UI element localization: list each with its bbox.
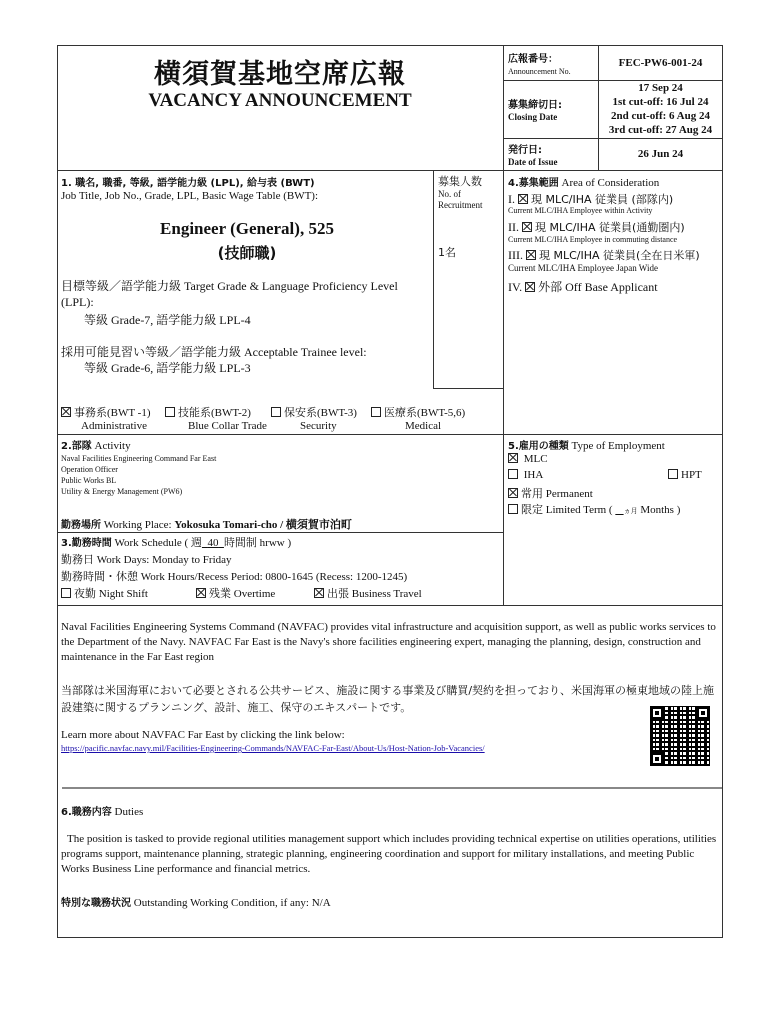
- aoc-item-2-en: Current MLC/IHA Employee in commuting distance: [508, 235, 678, 244]
- qr-code-icon[interactable]: [650, 706, 710, 766]
- divider: [57, 434, 723, 435]
- recruit-label-en: No. of Recruitment: [438, 189, 483, 210]
- bwt-admin[interactable]: 事務系(BWT -1): [61, 404, 150, 420]
- qr-finder-icon: [650, 706, 664, 720]
- bwt-security-en: Security: [300, 420, 337, 432]
- checkbox[interactable]: [165, 407, 175, 417]
- checkbox-checked[interactable]: [196, 588, 206, 598]
- divider: [57, 170, 723, 171]
- title-en: VACANCY ANNOUNCEMENT: [148, 90, 412, 111]
- bwt-bluecollar[interactable]: 技能系(BWT-2): [165, 404, 251, 420]
- checkbox-checked[interactable]: [314, 588, 324, 598]
- emp-iha[interactable]: IHA: [508, 469, 543, 481]
- target-value: 等級 Grade-7, 語学能力級 LPL-4: [84, 313, 251, 327]
- aoc-item-1-en: Current MLC/IHA Employee within Activity: [508, 206, 653, 215]
- bwt-medical[interactable]: 医療系(BWT-5,6): [371, 404, 465, 420]
- closing-date: 17 Sep 24: [638, 82, 683, 94]
- about-jp: 当部隊は米国海軍において必要とされる公共サービス、施設に関する事業及び購買/契約を担っており、米国海軍の極東地域の陸上施設建築に関するプランニング、設計、施工、保守のエキスパートです。: [61, 684, 715, 714]
- closing-label-en: Closing Date: [508, 112, 558, 122]
- checkbox[interactable]: [61, 588, 71, 598]
- target-label: 目標等級／語学能力級 Target Grade & Language Proficiency Level (LPL):: [61, 279, 398, 309]
- work-hours: 勤務時間・休憩 Work Hours/Recess Period: 0800-1645 (Recess: 1200-1245): [61, 571, 408, 583]
- business-travel[interactable]: 出張 Business Travel: [314, 585, 422, 601]
- aoc-item-2[interactable]: II. 現 MLC/IHA 従業員(通勤圏内): [508, 220, 685, 234]
- emp-mlc[interactable]: MLC: [508, 453, 548, 465]
- checkbox-checked[interactable]: [526, 250, 536, 260]
- checkbox[interactable]: [508, 504, 518, 514]
- section6-heading: 6.職務内容 Duties: [61, 806, 144, 818]
- special-condition: 特別な職務状況 Outstanding Working Condition, if any: N/A: [61, 897, 331, 909]
- aoc-item-3[interactable]: III. 現 MLC/IHA 従業員(全在日米軍): [508, 248, 700, 262]
- recruit-count: 1名: [438, 246, 456, 259]
- checkbox-checked[interactable]: [525, 282, 535, 292]
- issue-date: 26 Jun 24: [637, 148, 684, 160]
- workplace: 勤務場所 Working Place: Yokosuka Tomari-cho / 横須賀市泊町: [61, 519, 352, 531]
- bwt-admin-en: Administrative: [81, 420, 147, 432]
- divider: [503, 45, 504, 170]
- emp-permanent[interactable]: 常用 Permanent: [508, 485, 593, 501]
- section1-subheading: Job Title, Job No., Grade, LPL, Basic Wage Table (BWT):: [61, 190, 319, 202]
- cutoff-2: 2nd cut-off: 6 Aug 24: [610, 110, 710, 122]
- section3-heading: 3.勤務時間 Work Schedule ( 週 40 時間制 hrww ): [61, 537, 292, 549]
- activity-line: Operation Officer: [61, 465, 118, 474]
- bwt-bluecollar-en: Blue Collar Trade: [188, 420, 267, 432]
- activity-line: Utility & Energy Management (PW6): [61, 487, 183, 496]
- announcement-no-label-en: Announcement No.: [508, 67, 571, 76]
- recruit-label: 募集人数: [438, 175, 482, 188]
- bwt-medical-en: Medical: [405, 420, 442, 432]
- section2-heading: 2.部隊 Activity: [61, 440, 131, 452]
- announcement-no-label: 広報番号：: [508, 54, 558, 65]
- checkbox[interactable]: [508, 469, 518, 479]
- checkbox-checked[interactable]: [61, 407, 71, 417]
- divider: [503, 138, 723, 139]
- issue-label-en: Date of Issue: [508, 157, 558, 167]
- about-en: Naval Facilities Engineering Systems Command (NAVFAC) provides vital infrastructure and acquisition support, as well as public works services to the Department of the Navy. NAVFAC Far East is the Navy's shore facilities engineering expert, managing the planning, design, construction and maintenance in the Far East region: [61, 621, 716, 663]
- aoc-item-3-en: Current MLC/IHA Employee Japan Wide: [508, 263, 658, 273]
- cutoff-3: 3rd cut-off: 27 Aug 24: [608, 124, 713, 136]
- divider: [57, 532, 503, 533]
- announcement-no: FEC-PW6-001-24: [618, 57, 703, 69]
- checkbox-checked[interactable]: [518, 194, 528, 204]
- aoc-item-1[interactable]: I. 現 MLC/IHA 従業員 (部隊内): [508, 192, 674, 206]
- job-title-jp: (技師職): [217, 244, 277, 262]
- checkbox-checked[interactable]: [522, 222, 532, 232]
- emp-limited[interactable]: 限定 Limited Term ( ヵ月 Months ): [508, 501, 680, 517]
- activity-line: Naval Facilities Engineering Command Far East: [61, 454, 217, 463]
- learn-more: Learn more about NAVFAC Far East by clicking the link below:: [61, 729, 345, 741]
- closing-label: 募集締切日:: [508, 100, 562, 111]
- section5-heading: 5.雇用の種類 Type of Employment: [508, 440, 665, 452]
- closing-dates: [598, 81, 723, 137]
- cutoff-1: 1st cut-off: 16 Jul 24: [612, 96, 709, 108]
- emp-hpt[interactable]: HPT: [668, 469, 702, 481]
- checkbox[interactable]: [668, 469, 678, 479]
- section1-heading: 1. 職名, 職番, 等級, 語学能力級 (LPL), 給与表 (BWT): [61, 178, 315, 189]
- divider: [57, 605, 723, 606]
- divider: [433, 388, 503, 389]
- trainee-value: 等級 Grade-6, 語学能力級 LPL-3: [84, 361, 251, 375]
- divider: [433, 170, 434, 388]
- qr-finder-icon: [650, 752, 664, 766]
- activity-lines: [61, 453, 216, 497]
- aoc-item-4[interactable]: IV. 外部 Off Base Applicant: [508, 280, 658, 294]
- checkbox-checked[interactable]: [508, 453, 518, 463]
- section4-heading: 4.募集範囲 Area of Consideration: [508, 177, 660, 189]
- trainee-label: 採用可能見習い等級／語学能力級 Acceptable Trainee level:: [61, 345, 367, 359]
- job-title: Engineer (General), 525: [160, 219, 334, 238]
- activity-line: Public Works BL: [61, 476, 117, 485]
- duties-text: The position is tasked to provide regional utilities management support which includes providing technical expertise on utilities operations, utilities programs support, maintenance planning, strategic planning, engineering coordination and support for military installations, and meeting Public Works Business Line performance and financial metrics.: [61, 833, 717, 875]
- overtime[interactable]: 残業 Overtime: [196, 585, 275, 601]
- work-days: 勤務日 Work Days: Monday to Friday: [61, 554, 232, 566]
- title-jp: 横須賀基地空席広報: [154, 59, 406, 90]
- bwt-security[interactable]: 保安系(BWT-3): [271, 404, 357, 420]
- night-shift[interactable]: 夜勤 Night Shift: [61, 585, 148, 601]
- qr-finder-icon: [696, 706, 710, 720]
- divider: [62, 787, 722, 789]
- checkbox[interactable]: [271, 407, 281, 417]
- issue-label: 発行日:: [508, 145, 542, 156]
- checkbox-checked[interactable]: [508, 488, 518, 498]
- checkbox[interactable]: [371, 407, 381, 417]
- divider: [503, 170, 504, 605]
- host-nation-link[interactable]: https://pacific.navfac.navy.mil/Facilities-Engineering-Commands/NAVFAC-Far-East/About-Us/Host-Nation-Job-Vacancies/: [61, 743, 485, 753]
